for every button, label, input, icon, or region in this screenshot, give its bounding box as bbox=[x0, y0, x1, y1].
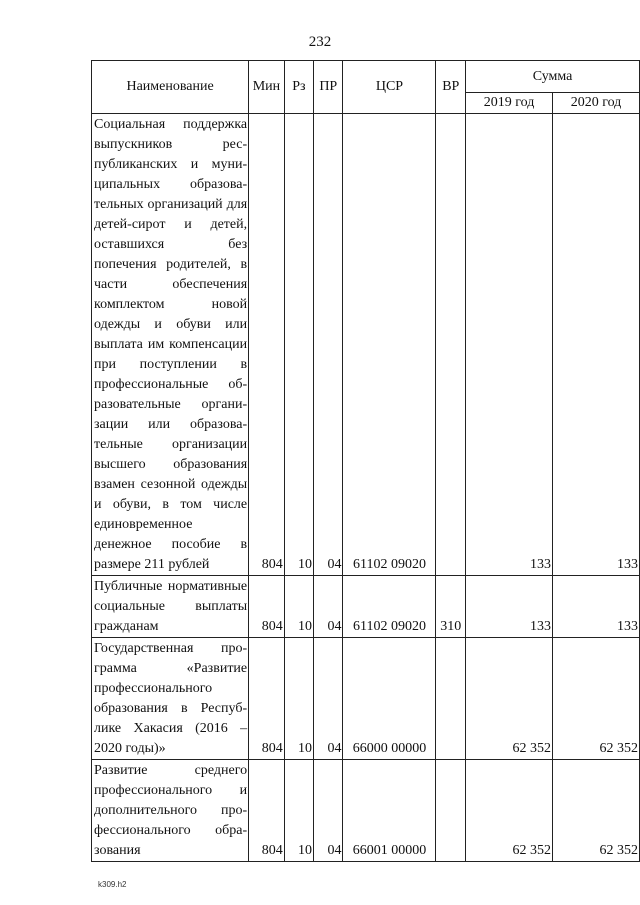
header-vr: ВР bbox=[436, 61, 466, 114]
row-csr: 61102 09020 bbox=[343, 576, 436, 638]
row-vr: 310 bbox=[436, 576, 466, 638]
budget-table bbox=[91, 60, 640, 862]
header-rz: Рз bbox=[284, 61, 313, 114]
row-rz: 10 bbox=[284, 638, 313, 760]
row-rz: 10 bbox=[284, 114, 313, 576]
row-csr: 66001 00000 bbox=[343, 760, 436, 862]
row-pr: 04 bbox=[314, 638, 343, 760]
footer-code: k309.h2 bbox=[98, 880, 127, 889]
table-row bbox=[92, 576, 640, 638]
row-2019: 133 bbox=[466, 576, 553, 638]
row-pr: 04 bbox=[314, 760, 343, 862]
row-rz: 10 bbox=[284, 576, 313, 638]
row-name: Государственная программа «Развитие профессионального образования в Республике Хакасия (2016 – 2020 годы)» bbox=[92, 638, 249, 760]
header-sum: Сумма bbox=[466, 61, 640, 93]
row-vr bbox=[436, 760, 466, 862]
row-2019: 62 352 bbox=[466, 760, 553, 862]
page-number: 232 bbox=[308, 34, 332, 50]
row-rz: 10 bbox=[284, 760, 313, 862]
row-min: 804 bbox=[249, 760, 285, 862]
row-name: Публичные нормативные социальные выплаты гражданам bbox=[92, 576, 249, 638]
row-csr: 66000 00000 bbox=[343, 638, 436, 760]
row-min: 804 bbox=[249, 576, 285, 638]
row-csr: 61102 09020 bbox=[343, 114, 436, 576]
header-min: Мин bbox=[249, 61, 285, 114]
header-pr: ПР bbox=[314, 61, 343, 114]
row-name: Развитие среднего профессионального и дополнительного профессионального образования bbox=[92, 760, 249, 862]
row-vr bbox=[436, 114, 466, 576]
row-2020: 133 bbox=[553, 114, 640, 576]
header-csr: ЦСР bbox=[343, 61, 436, 114]
header-name: Наименование bbox=[92, 61, 249, 114]
row-pr: 04 bbox=[314, 114, 343, 576]
row-2020: 133 bbox=[553, 576, 640, 638]
row-min: 804 bbox=[249, 114, 285, 576]
table-row bbox=[92, 114, 640, 576]
row-vr bbox=[436, 638, 466, 760]
row-name: Социальная поддержка выпускников республиканских и муниципальных образовательных организаций для детей-сирот и детей, оставшихся без попечения родителей, в части обеспечения комплектом новой одежды и обуви или выплата им компенсации при поступлении в профессиональные образовательные организации или образовательные организации высшего образования взамен сезонной одежды и обуви, в том числе единовременное денежное пособие в размере 211 рублей bbox=[92, 114, 249, 576]
row-2020: 62 352 bbox=[553, 638, 640, 760]
row-2020: 62 352 bbox=[553, 760, 640, 862]
header-year-2020: 2020 год bbox=[553, 93, 640, 114]
header-year-2019: 2019 год bbox=[466, 93, 553, 114]
table-row bbox=[92, 760, 640, 862]
table-row bbox=[92, 638, 640, 760]
row-min: 804 bbox=[249, 638, 285, 760]
row-pr: 04 bbox=[314, 576, 343, 638]
row-2019: 133 bbox=[466, 114, 553, 576]
row-2019: 62 352 bbox=[466, 638, 553, 760]
